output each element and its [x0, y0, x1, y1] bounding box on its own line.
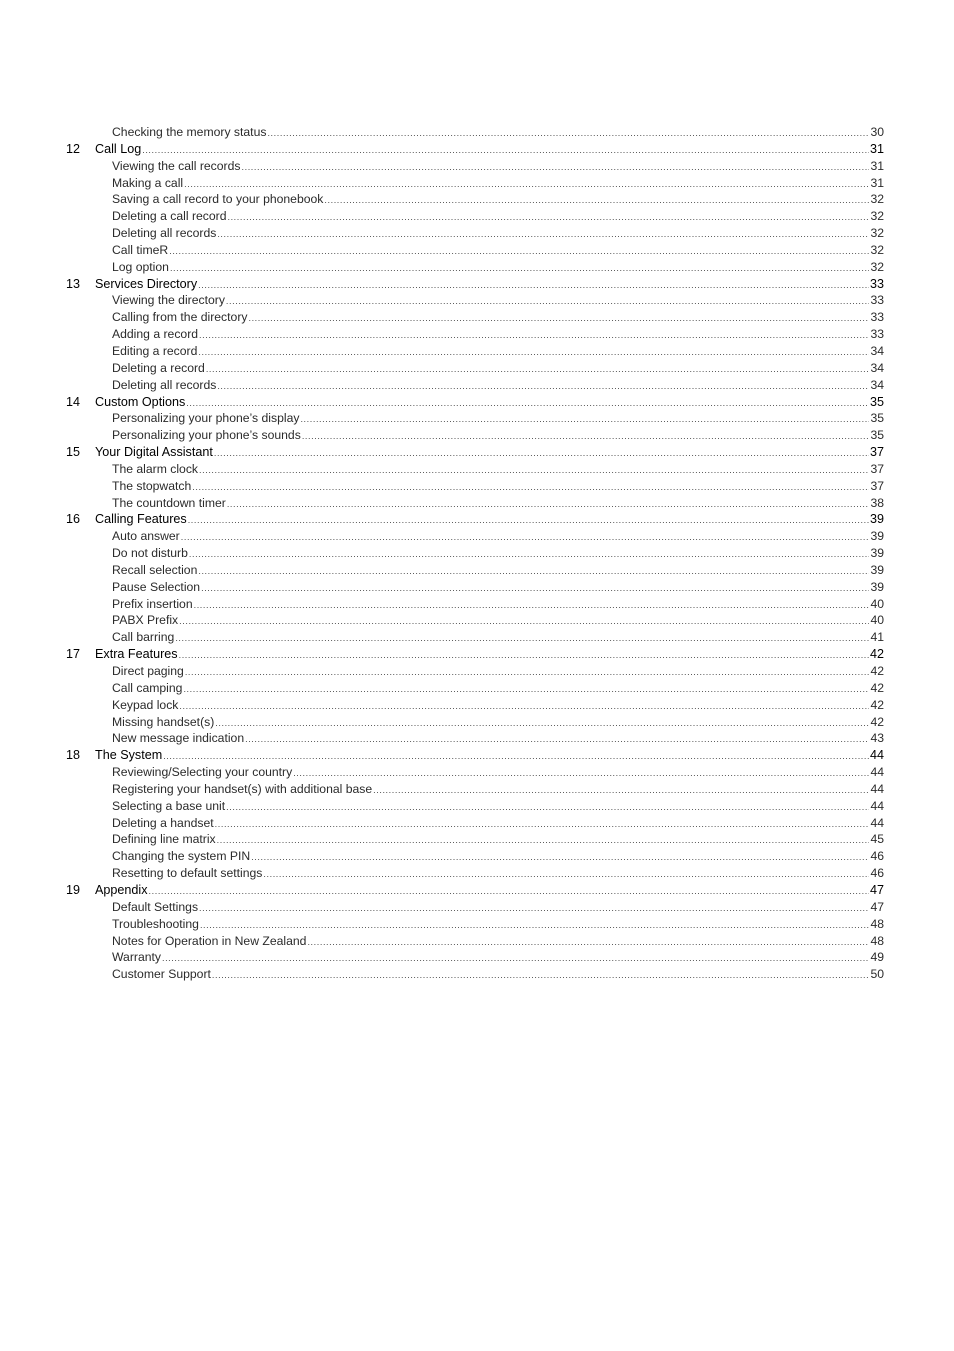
- toc-entry-title: Changing the system PIN: [112, 849, 251, 864]
- toc-entry-title: Extra Features: [95, 647, 178, 662]
- toc-section-entry[interactable]: [66, 377, 884, 394]
- dot-leader: [212, 967, 869, 984]
- toc-entry-number: 15: [66, 445, 81, 460]
- toc-entry-title: Calling Features: [95, 512, 187, 527]
- toc-entry-title: Adding a record: [112, 327, 199, 342]
- toc-entry-title: Personalizing your phone’s sounds: [112, 428, 301, 443]
- toc-entry-page-number: 37: [869, 445, 884, 460]
- dot-leader: [302, 428, 869, 445]
- dot-leader: [217, 378, 869, 395]
- toc-entry-title: Deleting a record: [112, 360, 205, 375]
- toc-entry-title: Editing a record: [112, 343, 198, 358]
- toc-entry-page-number: 40: [870, 613, 884, 628]
- toc-entry-page-number: 39: [870, 546, 884, 561]
- dot-leader: [179, 613, 869, 630]
- toc-entry-title: Registering your handset(s) with additional base: [112, 781, 373, 796]
- dot-leader: [185, 664, 869, 681]
- toc-entry-number: 14: [66, 394, 81, 409]
- toc-entry-page-number: 32: [870, 259, 884, 274]
- dot-leader: [142, 142, 869, 159]
- toc-entry-title: Log option: [112, 259, 169, 274]
- dot-leader: [186, 395, 869, 412]
- toc-chapter-entry[interactable]: [66, 882, 884, 899]
- dot-leader: [300, 411, 869, 428]
- dot-leader: [217, 226, 869, 243]
- toc-entry-page-number: 34: [870, 343, 884, 358]
- toc-section-entry[interactable]: [66, 478, 884, 495]
- toc-entry-page-number: 41: [870, 630, 884, 645]
- toc-entry-number: 13: [66, 276, 81, 291]
- dot-leader: [324, 192, 869, 209]
- toc-section-entry[interactable]: [66, 326, 884, 343]
- table-of-contents: [66, 124, 884, 983]
- dot-leader: [179, 647, 869, 664]
- toc-chapter-entry[interactable]: [66, 276, 884, 293]
- toc-section-entry[interactable]: [66, 191, 884, 208]
- toc-section-entry[interactable]: [66, 865, 884, 882]
- toc-entry-title: Your Digital Assistant: [95, 445, 213, 460]
- toc-entry-title: Custom Options: [95, 394, 186, 409]
- toc-chapter-entry[interactable]: [66, 141, 884, 158]
- toc-section-entry[interactable]: [66, 495, 884, 512]
- toc-section-entry[interactable]: [66, 831, 884, 848]
- dot-leader: [188, 512, 869, 529]
- toc-entry-title: Auto answer: [112, 529, 180, 544]
- dot-leader: [183, 681, 869, 698]
- dot-leader: [226, 799, 869, 816]
- toc-section-entry[interactable]: [66, 848, 884, 865]
- toc-section-entry[interactable]: [66, 764, 884, 781]
- dot-leader: [227, 209, 869, 226]
- dot-leader: [184, 176, 869, 193]
- toc-section-entry[interactable]: [66, 798, 884, 815]
- toc-section-entry[interactable]: [66, 579, 884, 596]
- toc-entry-title: Appendix: [95, 882, 148, 897]
- toc-entry-page-number: 42: [870, 664, 884, 678]
- toc-entry-title: Reviewing/Selecting your country: [112, 765, 293, 780]
- toc-entry-title: Deleting all records: [112, 377, 217, 392]
- dot-leader: [248, 310, 869, 327]
- dot-leader: [198, 563, 869, 580]
- toc-entry-title: Viewing the directory: [112, 293, 225, 308]
- toc-entry-title: PABX Prefix: [112, 613, 179, 628]
- dot-leader: [198, 344, 869, 361]
- toc-entry-title: Services Directory: [95, 276, 198, 291]
- dot-leader: [214, 445, 869, 462]
- toc-entry-page-number: 37: [870, 478, 884, 493]
- dot-leader: [245, 731, 869, 748]
- toc-entry-page-number: 34: [870, 377, 884, 392]
- dot-leader: [226, 293, 869, 310]
- toc-entry-page-number: 46: [870, 849, 884, 864]
- toc-section-entry[interactable]: [66, 461, 884, 478]
- toc-entry-page-number: 32: [870, 226, 884, 241]
- dot-leader: [149, 883, 869, 900]
- toc-entry-title: Deleting a call record: [112, 209, 227, 224]
- dot-leader: [199, 900, 869, 917]
- toc-entry-page-number: 30: [870, 125, 884, 139]
- toc-section-entry[interactable]: [66, 781, 884, 798]
- toc-entry-page-number: 45: [870, 832, 884, 847]
- toc-section-entry[interactable]: [66, 562, 884, 579]
- toc-section-entry[interactable]: [66, 596, 884, 613]
- toc-section-entry[interactable]: [66, 680, 884, 697]
- toc-entry-page-number: 42: [870, 697, 884, 712]
- toc-section-entry[interactable]: [66, 916, 884, 933]
- toc-entry-page-number: 37: [870, 461, 884, 476]
- toc-entry-title: Calling from the directory: [112, 310, 248, 325]
- toc-section-entry[interactable]: [66, 933, 884, 950]
- toc-section-entry[interactable]: [66, 309, 884, 326]
- toc-entry-title: Viewing the call records: [112, 158, 241, 173]
- toc-entry-page-number: 40: [870, 596, 884, 611]
- toc-entry-title: Call timeR: [112, 242, 169, 257]
- toc-entry-page-number: 31: [869, 141, 884, 156]
- toc-entry-page-number: 46: [870, 866, 884, 881]
- dot-leader: [200, 917, 869, 934]
- toc-entry-title: Making a call: [112, 175, 184, 190]
- toc-chapter-entry[interactable]: [66, 444, 884, 461]
- toc-entry-title: The stopwatch: [112, 478, 192, 493]
- toc-entry-title: Personalizing your phone’s display: [112, 411, 300, 426]
- toc-entry-title: Default Settings: [112, 899, 199, 914]
- toc-entry-title: The countdown timer: [112, 495, 226, 510]
- dot-leader: [267, 125, 869, 142]
- dot-leader: [198, 277, 869, 294]
- toc-entry-page-number: 32: [870, 242, 884, 257]
- toc-entry-title: Direct paging: [112, 664, 184, 678]
- toc-entry-page-number: 48: [870, 933, 884, 948]
- toc-entry-title: Call barring: [112, 630, 175, 645]
- dot-leader: [307, 934, 869, 951]
- toc-entry-title: Pause Selection: [112, 579, 201, 594]
- toc-entry-page-number: 35: [870, 428, 884, 443]
- toc-entry-page-number: 33: [869, 276, 884, 291]
- dot-leader: [170, 260, 869, 277]
- toc-entry-page-number: 44: [870, 815, 884, 830]
- toc-entry-page-number: 33: [870, 327, 884, 342]
- toc-entry-number: 12: [66, 141, 81, 156]
- dot-leader: [199, 462, 869, 479]
- dot-leader: [206, 361, 869, 378]
- toc-entry-title: Warranty: [112, 950, 161, 965]
- toc-entry-page-number: 38: [870, 495, 884, 510]
- toc-section-entry[interactable]: [66, 545, 884, 562]
- dot-leader: [162, 950, 869, 967]
- toc-entry-page-number: 49: [870, 950, 884, 965]
- dot-leader: [263, 866, 869, 883]
- toc-entry-title: Recall selection: [112, 562, 198, 577]
- toc-section-entry[interactable]: [66, 714, 884, 731]
- toc-section-entry[interactable]: [66, 427, 884, 444]
- toc-entry-title: Checking the memory status: [112, 125, 267, 139]
- toc-entry-title: Call camping: [112, 680, 183, 695]
- toc-entry-title: Call Log: [95, 141, 142, 156]
- toc-entry-page-number: 32: [870, 192, 884, 207]
- toc-entry-title: Resetting to default settings: [112, 866, 263, 881]
- toc-entry-page-number: 32: [870, 209, 884, 224]
- toc-entry-number: 18: [66, 748, 81, 763]
- toc-entry-title: Prefix insertion: [112, 596, 193, 611]
- toc-section-entry[interactable]: [66, 343, 884, 360]
- dot-leader: [192, 479, 869, 496]
- toc-section-entry[interactable]: [66, 175, 884, 192]
- dot-leader: [373, 782, 869, 799]
- toc-chapter-entry[interactable]: [66, 747, 884, 764]
- toc-chapter-entry[interactable]: [66, 511, 884, 528]
- toc-section-entry[interactable]: [66, 360, 884, 377]
- toc-entry-title: Selecting a base unit: [112, 798, 226, 813]
- toc-section-entry[interactable]: [66, 730, 884, 747]
- toc-section-entry[interactable]: [66, 629, 884, 646]
- toc-entry-title: Defining line matrix: [112, 832, 216, 847]
- dot-leader: [175, 630, 869, 647]
- toc-entry-page-number: 31: [870, 158, 884, 173]
- toc-entry-page-number: 31: [870, 175, 884, 190]
- toc-entry-page-number: 33: [870, 310, 884, 325]
- toc-chapter-entry[interactable]: [66, 394, 884, 411]
- dot-leader: [215, 715, 869, 732]
- toc-section-entry[interactable]: [66, 966, 884, 983]
- toc-entry-page-number: 39: [870, 529, 884, 544]
- toc-entry-number: 19: [66, 882, 81, 897]
- dot-leader: [181, 529, 869, 546]
- toc-entry-page-number: 39: [870, 579, 884, 594]
- toc-entry-title: Notes for Operation in New Zealand: [112, 933, 307, 948]
- toc-entry-page-number: 42: [870, 714, 884, 729]
- dot-leader: [189, 546, 869, 563]
- toc-entry-number: 17: [66, 647, 81, 662]
- toc-entry-page-number: 34: [870, 360, 884, 375]
- toc-chapter-entry[interactable]: [66, 646, 884, 663]
- toc-section-entry[interactable]: [66, 292, 884, 309]
- toc-entry-title: Missing handset(s): [112, 714, 215, 729]
- toc-entry-page-number: 47: [869, 882, 884, 897]
- toc-section-entry[interactable]: [66, 158, 884, 175]
- toc-section-entry[interactable]: [66, 899, 884, 916]
- dot-leader: [217, 832, 869, 849]
- dot-leader: [169, 243, 869, 260]
- toc-entry-page-number: 35: [870, 411, 884, 426]
- toc-entry-page-number: 47: [870, 899, 884, 914]
- dot-leader: [242, 159, 870, 176]
- toc-entry-page-number: 48: [870, 916, 884, 931]
- toc-entry-page-number: 44: [870, 765, 884, 780]
- toc-section-entry[interactable]: [66, 225, 884, 242]
- toc-entry-page-number: 50: [870, 967, 884, 982]
- toc-entry-page-number: 44: [869, 748, 884, 763]
- toc-entry-page-number: 42: [870, 680, 884, 695]
- dot-leader: [163, 748, 869, 765]
- toc-entry-title: Deleting all records: [112, 226, 217, 241]
- toc-entry-title: Customer Support: [112, 967, 211, 982]
- toc-entry-page-number: 39: [870, 562, 884, 577]
- toc-entry-page-number: 39: [869, 512, 884, 527]
- dot-leader: [201, 580, 869, 597]
- toc-entry-title: Deleting a handset: [112, 815, 214, 830]
- toc-entry-page-number: 35: [869, 394, 884, 409]
- toc-section-entry[interactable]: [66, 124, 884, 141]
- toc-section-entry[interactable]: [66, 815, 884, 832]
- dot-leader: [293, 765, 869, 782]
- toc-section-entry[interactable]: [66, 949, 884, 966]
- toc-entry-page-number: 42: [869, 647, 884, 662]
- toc-section-entry[interactable]: [66, 410, 884, 427]
- toc-entry-title: Do not disturb: [112, 546, 188, 561]
- dot-leader: [199, 327, 869, 344]
- dot-leader: [227, 496, 869, 513]
- toc-entry-page-number: 33: [870, 293, 884, 308]
- toc-entry-title: The alarm clock: [112, 461, 199, 476]
- dot-leader: [179, 698, 869, 715]
- toc-section-entry[interactable]: [66, 259, 884, 276]
- toc-entry-title: Saving a call record to your phonebook: [112, 192, 324, 207]
- toc-section-entry[interactable]: [66, 612, 884, 629]
- dot-leader: [251, 849, 869, 866]
- toc-entry-title: Troubleshooting: [112, 916, 199, 931]
- toc-section-entry[interactable]: [66, 663, 884, 680]
- toc-entry-page-number: 44: [870, 798, 884, 813]
- toc-section-entry[interactable]: [66, 697, 884, 714]
- dot-leader: [215, 816, 869, 833]
- toc-section-entry[interactable]: [66, 528, 884, 545]
- toc-entry-number: 16: [66, 512, 81, 527]
- toc-entry-title: The System: [95, 748, 163, 763]
- toc-section-entry[interactable]: [66, 242, 884, 259]
- dot-leader: [194, 597, 869, 614]
- toc-entry-title: New message indication: [112, 731, 245, 746]
- toc-section-entry[interactable]: [66, 208, 884, 225]
- toc-entry-page-number: 44: [870, 781, 884, 796]
- toc-entry-page-number: 43: [870, 731, 884, 746]
- toc-entry-title: Keypad lock: [112, 697, 179, 712]
